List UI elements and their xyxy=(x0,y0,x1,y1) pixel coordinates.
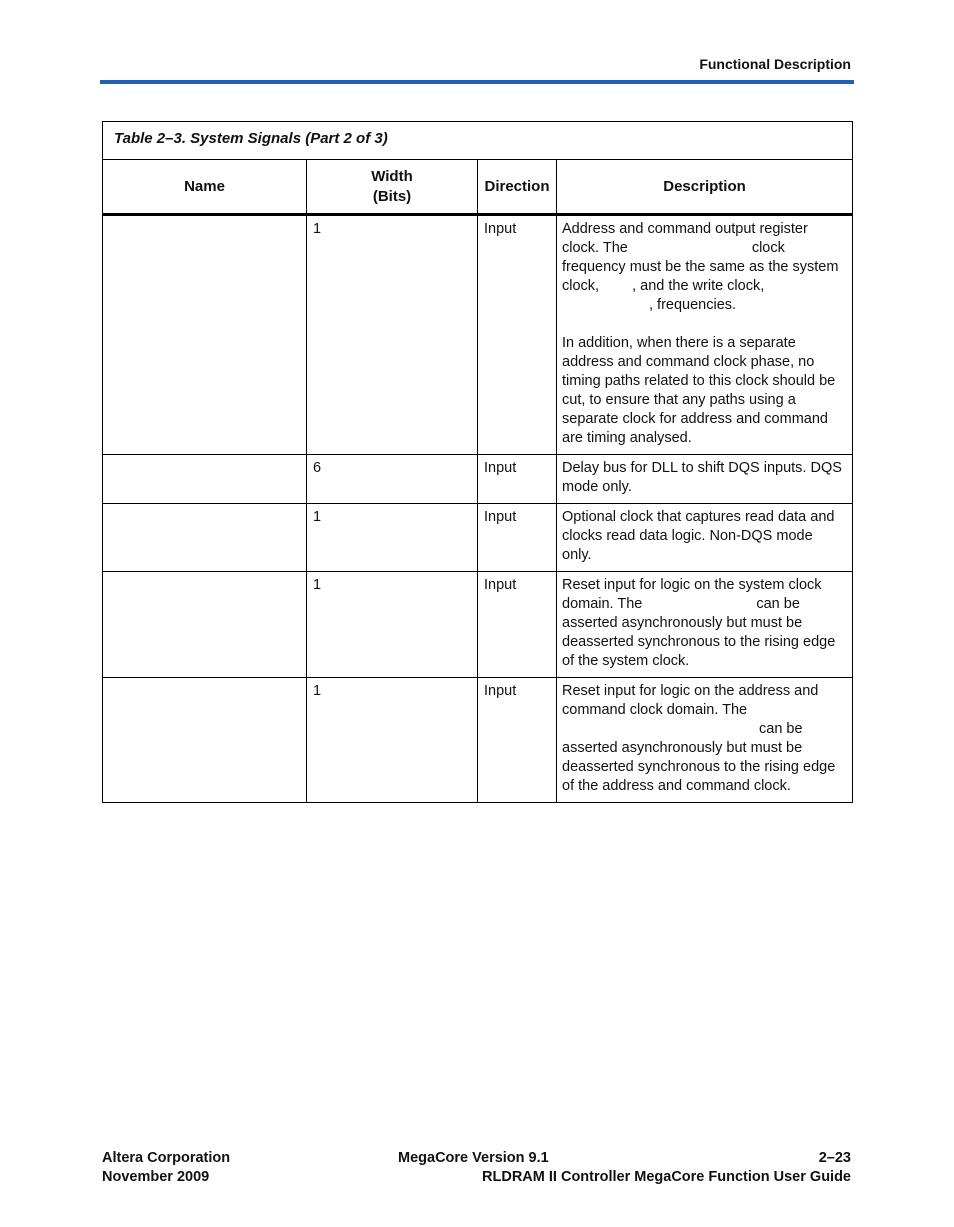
footer-left xyxy=(102,1149,230,1187)
desc-text: can be xyxy=(756,596,800,612)
table-row xyxy=(103,215,853,455)
signal-name xyxy=(103,572,307,678)
page-number: 2–23 xyxy=(818,1150,851,1166)
desc-text: asserted asynchronously but must be deasserted synchronous to the rising edge of the system clock. xyxy=(562,615,836,669)
footer-guide-title: RLDRAM II Controller MegaCore Function User Guide xyxy=(482,1169,851,1185)
header-rule xyxy=(100,80,854,84)
width-header-line2: (Bits) xyxy=(372,187,412,205)
desc-text: , frequencies. xyxy=(649,297,737,313)
signal-direction: Input xyxy=(478,678,557,803)
signal-width: 6 xyxy=(307,455,478,504)
desc-text: domain. The xyxy=(562,596,643,612)
column-header-direction: Direction xyxy=(478,160,557,215)
desc-text: asserted asynchronously but must be deasserted synchronous to the rising edge of the address and command clock. xyxy=(562,740,836,794)
signal-name xyxy=(103,504,307,572)
signal-description xyxy=(557,678,853,803)
desc-text: , and the write clock, xyxy=(632,278,765,294)
footer-right xyxy=(482,1149,851,1187)
desc-text: clock. The xyxy=(562,240,628,256)
signal-width: 1 xyxy=(307,678,478,803)
table-caption: Table 2–3. System Signals (Part 2 of 3) xyxy=(103,122,853,160)
width-header-line1: Width xyxy=(371,167,413,185)
signal-description: Delay bus for DLL to shift DQS inputs. DQS mode only. xyxy=(557,455,853,504)
column-header-width xyxy=(307,160,478,215)
desc-text: clock xyxy=(751,240,785,256)
signal-width: 1 xyxy=(307,504,478,572)
signal-name xyxy=(103,678,307,803)
desc-line: Address and command output register xyxy=(562,221,808,237)
table-row xyxy=(103,455,853,504)
signal-description xyxy=(557,572,853,678)
signal-direction: Input xyxy=(478,455,557,504)
desc-line: Reset input for logic on the system clock xyxy=(562,577,822,593)
footer-date: November 2009 xyxy=(102,1169,210,1185)
footer-company: Altera Corporation xyxy=(102,1150,231,1166)
desc-paragraph: In addition, when there is a separate address and command clock phase, no timing paths related to this clock should be cut, to ensure that any paths using a separate clock for address and command are timing analysed. xyxy=(562,335,836,446)
signal-width: 1 xyxy=(307,215,478,455)
signal-direction: Input xyxy=(478,215,557,455)
column-header-description: Description xyxy=(557,160,853,215)
footer-version: MegaCore Version 9.1 xyxy=(398,1150,549,1166)
table-row xyxy=(103,572,853,678)
signal-name xyxy=(103,215,307,455)
signal-name xyxy=(103,455,307,504)
signal-description xyxy=(557,215,853,455)
desc-text: clock, xyxy=(562,278,600,294)
section-title: Functional Description xyxy=(699,56,851,72)
column-header-name: Name xyxy=(103,160,307,215)
table-row xyxy=(103,678,853,803)
signal-direction: Input xyxy=(478,504,557,572)
signal-width: 1 xyxy=(307,572,478,678)
desc-text: can be xyxy=(759,721,803,737)
signal-description: Optional clock that captures read data and clocks read data logic. Non-DQS mode only. xyxy=(557,504,853,572)
signal-direction: Input xyxy=(478,572,557,678)
desc-line: frequency must be the same as the system xyxy=(562,259,839,275)
desc-line: command clock domain. The xyxy=(562,702,748,718)
table-row xyxy=(103,504,853,572)
system-signals-table xyxy=(102,121,853,803)
desc-line: Reset input for logic on the address and xyxy=(562,683,819,699)
